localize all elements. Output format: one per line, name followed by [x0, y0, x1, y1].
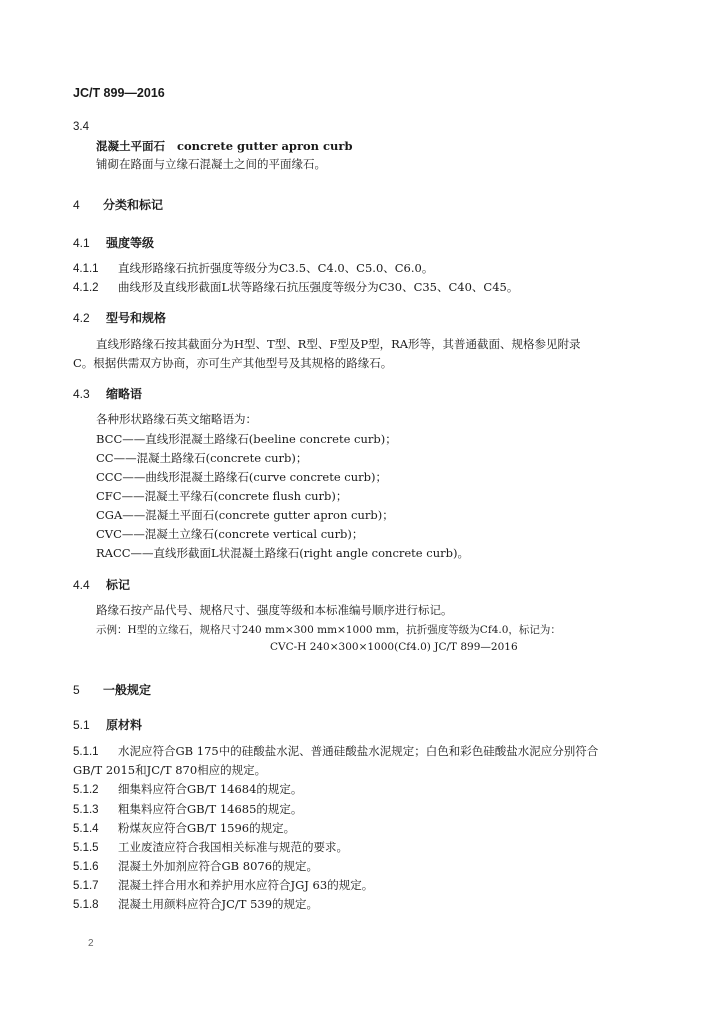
- section-5-1-heading: [73, 716, 142, 733]
- paragraph-line: 路缘石按产品代号、规格尺寸、强度等级和本标准编号顺序进行标记。: [96, 603, 453, 617]
- abbr-item: CC——混凝土路缘石(concrete curb)；: [96, 451, 308, 465]
- clause-number: 5.1.3: [73, 804, 99, 816]
- clause-5-1-8: [73, 896, 318, 912]
- clause-5-1-6: [73, 858, 318, 874]
- clause-number: 5.1.7: [73, 880, 99, 892]
- paragraph-line: C。根据供需双方协商，亦可生产其他型号及其规格的路缘石。: [73, 356, 393, 370]
- clause-number: 5.1.5: [73, 842, 99, 854]
- section-number: 4.2: [73, 311, 90, 325]
- clause-text: 细集料应符合GB/T 14684的规定。: [118, 782, 303, 796]
- clause-5-1-3: [73, 801, 302, 817]
- clause-continuation: GB/T 2015和JC/T 870相应的规定。: [73, 763, 267, 777]
- abbr-item: CFC——混凝土平缘石(concrete flush curb)；: [96, 489, 348, 503]
- abbr-intro: 各种形状路缘石英文缩略语为：: [96, 412, 257, 426]
- abbr-item: BCC——直线形混凝土路缘石(beeline concrete curb)；: [96, 432, 397, 446]
- clause-number: 5.1.8: [73, 899, 99, 911]
- section-number: 4.4: [73, 578, 90, 592]
- section-4-2-heading: [73, 309, 166, 326]
- abbr-item: RACC——直线形截面L状混凝土路缘石(right angle concrete curb)。: [96, 546, 469, 560]
- section-number: 4.1: [73, 236, 90, 250]
- section-number: 4.3: [73, 387, 90, 401]
- section-4-3-heading: [73, 385, 142, 402]
- abbr-item: CGA——混凝土平面石(concrete gutter apron curb)；: [96, 508, 394, 522]
- section-title: 型号和规格: [106, 311, 167, 325]
- abbr-item: CVC——混凝土立缘石(concrete vertical curb)；: [96, 527, 364, 541]
- example-text: 示例：H型的立缘石，规格尺寸240 mm×300 mm×1000 mm，抗折强度等级为Cf4.0，标记为：: [96, 624, 561, 636]
- section-title: 一般规定: [103, 683, 152, 697]
- section-title: 缩略语: [106, 387, 143, 401]
- section-title: 强度等级: [106, 236, 155, 250]
- clause-number: 5.1.1: [73, 746, 99, 758]
- clause-number: 5.1.6: [73, 861, 99, 873]
- section-5-heading: [73, 681, 151, 698]
- paragraph-line: 直线形路缘石按其截面分为H型、T型、R型、F型及P型，RA形等，其普通截面、规格参见附录: [96, 337, 581, 351]
- clause-5-1-5: [73, 839, 348, 855]
- clause-4-1-2: [73, 279, 518, 295]
- section-title: 原材料: [106, 718, 143, 732]
- section-number: 4: [73, 198, 80, 212]
- page-number: 2: [88, 938, 94, 949]
- term-definition: 铺砌在路面与立缘石混凝土之间的平面缘石。: [96, 157, 326, 171]
- clause-text: 混凝土外加剂应符合GB 8076的规定。: [118, 859, 319, 873]
- clause-number: 4.1.1: [73, 263, 99, 275]
- clause-text: 混凝土用颜料应符合JC/T 539的规定。: [118, 897, 319, 911]
- section-4-heading: [73, 196, 163, 213]
- section-4-1-heading: [73, 234, 154, 251]
- clause-text: 粉煤灰应符合GB/T 1596的规定。: [118, 821, 296, 835]
- standard-code: JC/T 899—2016: [73, 86, 165, 100]
- section-number: 5.1: [73, 718, 90, 732]
- clause-4-1-1: [73, 260, 433, 276]
- term-cn: 混凝土平面石: [96, 139, 165, 153]
- clause-text: 直线形路缘石抗折强度等级分为C3.5、C4.0、C5.0、C6.0。: [118, 261, 434, 275]
- term-title: [96, 138, 353, 154]
- abbr-item: CCC——曲线形混凝土路缘石(curve concrete curb)；: [96, 470, 387, 484]
- clause-text: 粗集料应符合GB/T 14685的规定。: [118, 802, 303, 816]
- clause-number: 3.4: [73, 121, 89, 133]
- section-number: 5: [73, 683, 80, 697]
- clause-5-1-4: [73, 820, 295, 836]
- section-title: 标记: [106, 578, 131, 592]
- clause-text: 曲线形及直线形截面L状等路缘石抗压强度等级分为C30、C35、C40、C45。: [118, 280, 519, 294]
- clause-number: 5.1.4: [73, 823, 99, 835]
- clause-number: 4.1.2: [73, 282, 99, 294]
- term-en: concrete gutter apron curb: [177, 139, 353, 153]
- clause-5-1-2: [73, 781, 302, 797]
- example-marking: CVC-H 240×300×1000(Cf4.0) JC/T 899—2016: [270, 641, 518, 653]
- section-title: 分类和标记: [103, 198, 164, 212]
- section-4-4-heading: [73, 576, 130, 593]
- clause-5-1-1: [73, 743, 598, 759]
- clause-number: 5.1.2: [73, 784, 99, 796]
- clause-text: 工业废渣应符合我国相关标准与规范的要求。: [118, 840, 348, 854]
- clause-5-1-7: [73, 877, 373, 893]
- clause-text: 水泥应符合GB 175中的硅酸盐水泥、普通硅酸盐水泥规定；白色和彩色硅酸盐水泥应分别符合: [118, 744, 599, 758]
- clause-text: 混凝土拌合用水和养护用水应符合JGJ 63的规定。: [118, 878, 374, 892]
